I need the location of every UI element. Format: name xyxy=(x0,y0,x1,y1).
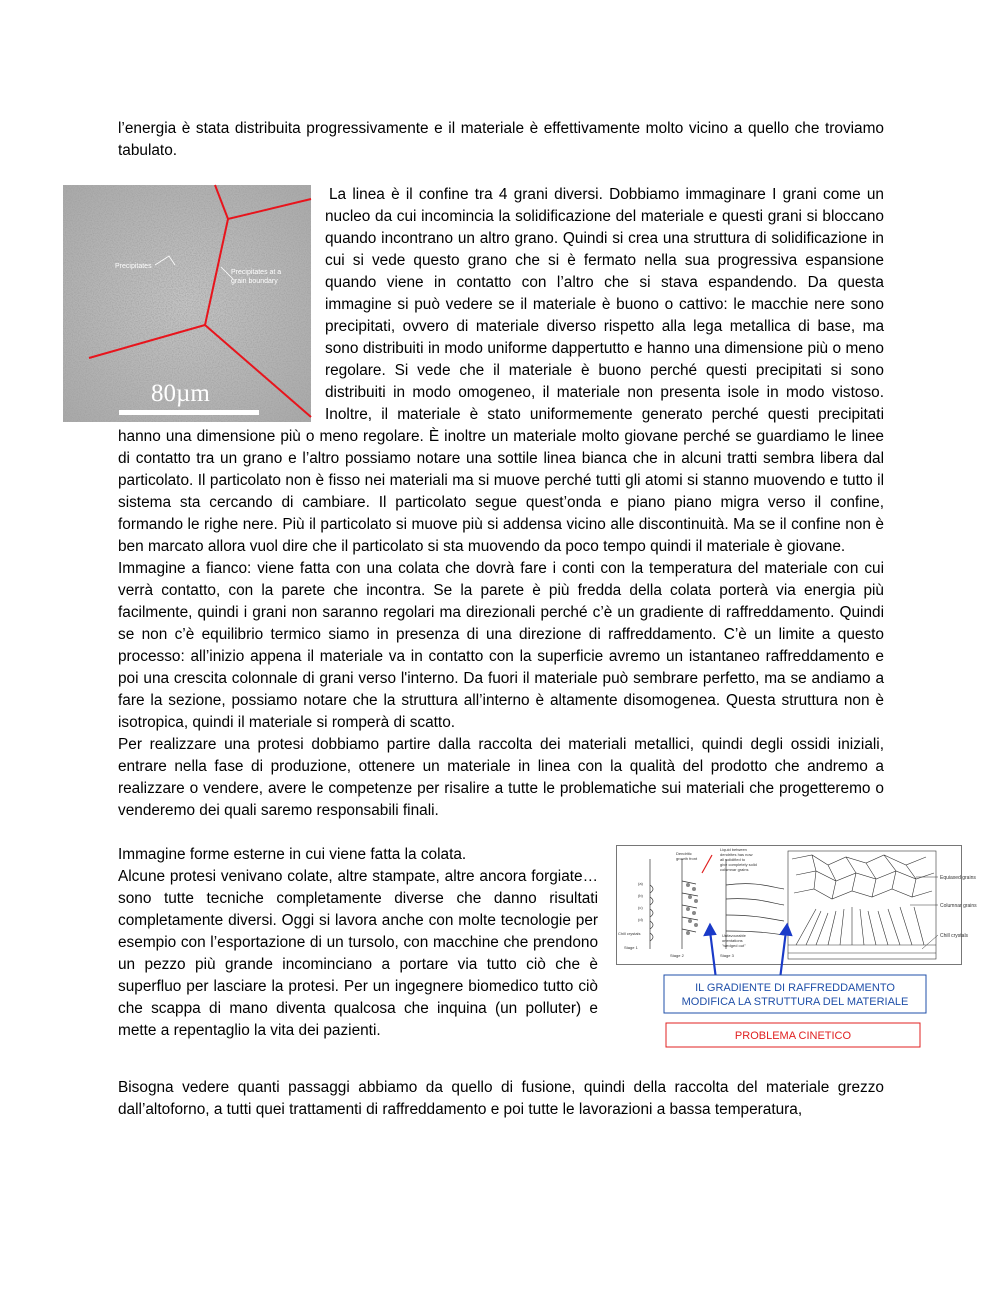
label-d: (d) xyxy=(638,917,643,922)
label-liquid-5: columnar grains xyxy=(720,867,749,872)
label-b: (b) xyxy=(638,893,643,898)
label-chill-left: Chill crystals xyxy=(618,931,641,936)
paragraph-2: La linea è il confine tra 4 grani diversi. Dobbiamo immaginare I grani come un nucleo da cui incomincia la solidificazione del materiale e questi grani si bloccano quando incontrano un altro grano. Quindi si crea una struttura di solidificazione in cui si vede questo grano che si è fermato nella sua progressiva espansione quando viene in contatto con l’altro che si stava espandendo. Da questa immagine si può vedere se il materiale è buono o cattivo: le macchie nere sono precipitati, ovvero di materiale diverso rispetto alla lega metallica di base, ma sono distribuiti in modo uniforme dappertutto e hanno una dimensione più o meno regolare. Si vede che il materiale è buono perché questi precipitati si sono distribuiti in modo omogeneo, il materiale non presenta isole in modo vistoso. Inoltre, il materiale è stato uniformemente generato perché questi precipitati hanno una dimensione più o meno regolare. È inoltre un materiale molto giovane perché se guardiamo le linee di contatto tra un grano e l’altro possiamo notare una sottile linea bianca che in alcuni tratti sembra libera dal particolato. Il particolato non è fisso nei materiali ma si muove perché tutti gli atomi si stanno muovendo e tutto il sistema sta cercando di cambiare. Il particolato segue quest’onda e piano piano migra verso il confine, formando le righe nere. Più il particolato si muove più si addensa vicino alle discontinuità. Ma se il confine non è ben marcato allora vuol dire che il particolato si sta muovendo da poco tempo quindi il materiale è giovane. xyxy=(118,186,884,555)
paragraph-5: Immagine forme esterne in cui viene fatta la colata. xyxy=(118,846,467,863)
label-dendritic-2: growth front xyxy=(676,856,698,861)
paragraph-1: l’energia è stata distribuita progressivamente e il materiale è effettivamente molto vicino a quello che troviamo tabulato. xyxy=(118,120,884,159)
gradient-box-line2: MODIFICA LA STRUTTURA DEL MATERIALE xyxy=(681,996,909,1008)
paragraph-3: Immagine a fianco: viene fatta con una colata che dovrà fare i conti con la temperatura del materiale con cui verrà contatto, con la parete che incontra. Se la parete è più fredda della colata porterà via energia più facilmente, quindi i grani non saranno regolari ma direzionali perché c’è un gradiente di raffreddamento. Quindi se non c’è equilibrio termico siamo in presenza di una direzione di raffreddamento. C’è un limite a questo processo: all’inizio appena il materiale va in contatto con la superficie avremo un istantaneo raffreddamento e poi una crescita colonnale di grani verso l'interno. Da fuori il materiale può sembrare perfetto, ma se andiamo a fare la sezione, possiamo notare che la struttura all’interno è altamente disomogenea. Questa struttura non è isotropica, quindi il materiale si romperà di scatto. xyxy=(118,560,884,731)
label-boundary-line2: grain boundary xyxy=(231,278,278,285)
label-liquid-3: all solidified to xyxy=(720,857,746,862)
label-unfav-3: "wedged out" xyxy=(722,943,746,948)
solidification-diagram-figure xyxy=(616,845,977,1055)
label-a: (a) xyxy=(638,881,643,886)
label-stage2: Stage 2 xyxy=(670,953,684,958)
solidification-diagram xyxy=(616,845,977,1055)
label-dendritic-1: Dendritic xyxy=(676,851,692,856)
micrograph-figure xyxy=(63,185,311,422)
label-equiaxed: Equiaxed grains xyxy=(940,875,976,881)
kinetic-problem-box: PROBLEMA CINETICO xyxy=(734,1030,852,1042)
document-page xyxy=(115,118,977,1121)
label-unfav-2: orientations xyxy=(722,938,743,943)
label-precipitates: Precipitates xyxy=(115,263,152,270)
label-columnar: Columnar grains xyxy=(940,903,977,909)
label-c: (c) xyxy=(638,905,643,910)
scale-bar xyxy=(119,410,259,415)
label-boundary-line1: Precipitates at a xyxy=(231,269,282,276)
label-chill: Chill crystals xyxy=(940,933,969,939)
paragraph-7: Bisogna vedere quanti passaggi abbiamo da quello di fusione, quindi della raccolta del materiale grezzo dall’altoforno, a tutti quei trattamenti di raffreddamento e poi tutte le lavorazioni a bassa temperatura, xyxy=(118,1079,884,1118)
label-liquid-1: Liquid between xyxy=(720,847,747,852)
scale-label: 80µm xyxy=(151,380,210,407)
paragraph-4: Per realizzare una protesi dobbiamo partire dalla raccolta dei materiali metallici, quindi degli ossidi iniziali, entrare nella fase di produzione, ottenere un materiale in linea con la qualità del prodotto che andremo a realizzare o vendere, avere le competenze per risalire a tutte le problematiche sui materiali che progetteremo o venderemo dei quali saremo responsabili finali. xyxy=(118,736,884,819)
label-liquid-2: dendrites has now xyxy=(720,852,753,857)
label-stage3: Stage 3 xyxy=(720,953,734,958)
paragraph-6: Alcune protesi venivano colate, altre stampate, altre ancora forgiate… sono tutte tecniche completamente diverse che danno risultati completamente diversi. Oggi si lavora anche con molte tecnologie per esempio con l’esportazione di un tursolo, con macchine che prendono un pezzo più grande incominciano a portare via tutto ciò che è superfluo per lasciare la protesi. Per un ingegnere biomedico tutto ciò che scappa di mano diventa qualcosa che inquina (un polluter) e mette a repentaglio la vita dei pazienti. xyxy=(118,868,598,1039)
gradient-box-line1: IL GRADIENTE DI RAFFREDDAMENTO xyxy=(695,982,895,994)
label-stage1: Stage 1 xyxy=(624,945,638,950)
label-unfav-1: Unfavourable xyxy=(722,933,746,938)
label-liquid-4: give completely solid xyxy=(720,862,757,867)
micrograph-image xyxy=(63,185,311,422)
